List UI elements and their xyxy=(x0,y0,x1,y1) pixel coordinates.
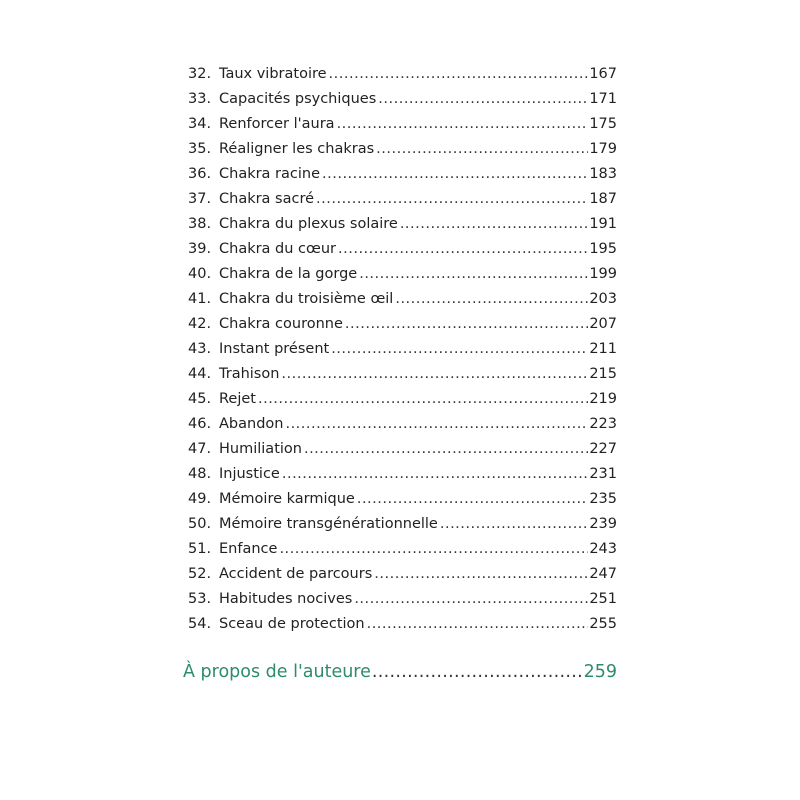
table-of-contents xyxy=(188,66,617,641)
toc-entry-number: 33. xyxy=(188,91,212,107)
toc-entry-page: 219 xyxy=(589,391,617,407)
dot-leader xyxy=(338,241,588,257)
dot-leader xyxy=(285,416,588,432)
toc-entry-page: 183 xyxy=(589,166,617,182)
toc-entry-title: À propos de l'auteure xyxy=(183,662,371,682)
dot-leader xyxy=(376,141,588,157)
toc-entry-page: 187 xyxy=(589,191,617,207)
toc-entry[interactable] xyxy=(188,416,617,441)
toc-entry-number: 50. xyxy=(188,516,212,532)
toc-entry[interactable] xyxy=(188,366,617,391)
dot-leader xyxy=(282,466,588,482)
toc-entry-title: Taux vibratoire xyxy=(219,66,327,82)
toc-entry-number: 47. xyxy=(188,441,212,457)
toc-entry[interactable] xyxy=(188,191,617,216)
toc-entry-page: 175 xyxy=(589,116,617,132)
toc-entry-title: Chakra couronne xyxy=(219,316,343,332)
toc-entry-title: Réaligner les chakras xyxy=(219,141,375,157)
toc-entry[interactable] xyxy=(188,591,617,616)
toc-entry-page: 191 xyxy=(589,216,617,232)
toc-entry[interactable] xyxy=(188,391,617,416)
dot-leader xyxy=(359,266,588,282)
toc-entry-page: 227 xyxy=(589,441,617,457)
toc-entry-title: Chakra du troisième œil xyxy=(219,291,394,307)
dot-leader xyxy=(372,662,583,682)
dot-leader xyxy=(258,391,588,407)
toc-entry-number: 38. xyxy=(188,216,212,232)
toc-entry-page: 247 xyxy=(589,566,617,582)
toc-entry-number: 46. xyxy=(188,416,212,432)
dot-leader xyxy=(367,616,589,632)
toc-entry-page: 171 xyxy=(589,91,617,107)
toc-entry-title: Enfance xyxy=(219,541,278,557)
toc-entry-title: Chakra du plexus solaire xyxy=(219,216,398,232)
toc-entry[interactable] xyxy=(188,541,617,566)
toc-entry-title: Renforcer l'aura xyxy=(219,116,335,132)
toc-entry-title: Injustice xyxy=(219,466,280,482)
toc-entry[interactable] xyxy=(188,316,617,341)
toc-entry-title: Mémoire karmique xyxy=(219,491,355,507)
toc-entry-number: 48. xyxy=(188,466,212,482)
toc-entry-title: Mémoire transgénérationnelle xyxy=(219,516,438,532)
toc-entry-number: 43. xyxy=(188,341,212,357)
toc-entry[interactable] xyxy=(188,566,617,591)
toc-entry[interactable] xyxy=(188,341,617,366)
toc-entry-title: Chakra racine xyxy=(219,166,321,182)
toc-entry-title: Abandon xyxy=(219,416,284,432)
dot-leader xyxy=(329,66,589,82)
toc-entry-number: 37. xyxy=(188,191,212,207)
dot-leader xyxy=(304,441,588,457)
toc-entry-page: 167 xyxy=(589,66,617,82)
toc-entry-number: 42. xyxy=(188,316,212,332)
toc-entry-page: 207 xyxy=(589,316,617,332)
toc-entry-number: 40. xyxy=(188,266,212,282)
toc-entry-page: 251 xyxy=(589,591,617,607)
toc-entry[interactable] xyxy=(188,491,617,516)
toc-entry-title: Rejet xyxy=(219,391,256,407)
toc-entry[interactable] xyxy=(188,516,617,541)
toc-entry-page: 243 xyxy=(589,541,617,557)
toc-entry-page: 203 xyxy=(589,291,617,307)
dot-leader xyxy=(279,541,588,557)
toc-entry-about-author[interactable] xyxy=(183,662,617,682)
toc-entry-page: 235 xyxy=(589,491,617,507)
toc-entry-title: Capacités psychiques xyxy=(219,91,377,107)
dot-leader xyxy=(354,591,588,607)
dot-leader xyxy=(316,191,588,207)
dot-leader xyxy=(337,116,589,132)
toc-entry-number: 49. xyxy=(188,491,212,507)
toc-entry[interactable] xyxy=(188,66,617,91)
toc-entry-page: 179 xyxy=(589,141,617,157)
toc-entry-page: 259 xyxy=(583,662,617,682)
toc-entry[interactable] xyxy=(188,616,617,641)
toc-entry[interactable] xyxy=(188,266,617,291)
dot-leader xyxy=(357,491,588,507)
toc-entry[interactable] xyxy=(188,141,617,166)
toc-entry-page: 215 xyxy=(589,366,617,382)
toc-entry-title: Trahison xyxy=(219,366,280,382)
toc-entry-number: 53. xyxy=(188,591,212,607)
dot-leader xyxy=(374,566,588,582)
toc-entry-number: 36. xyxy=(188,166,212,182)
toc-entry[interactable] xyxy=(188,441,617,466)
dot-leader xyxy=(440,516,588,532)
toc-entry[interactable] xyxy=(188,216,617,241)
toc-entry-title: Habitudes nocives xyxy=(219,591,353,607)
dot-leader xyxy=(322,166,588,182)
toc-entry-title: Humiliation xyxy=(219,441,302,457)
toc-entry-number: 44. xyxy=(188,366,212,382)
toc-entry-page: 211 xyxy=(589,341,617,357)
toc-entry-page: 195 xyxy=(589,241,617,257)
toc-entry-number: 35. xyxy=(188,141,212,157)
toc-entry[interactable] xyxy=(188,466,617,491)
toc-entry-number: 39. xyxy=(188,241,212,257)
toc-entry-number: 45. xyxy=(188,391,212,407)
toc-entry[interactable] xyxy=(188,116,617,141)
toc-entry-page: 239 xyxy=(589,516,617,532)
dot-leader xyxy=(395,291,588,307)
toc-entry[interactable] xyxy=(188,91,617,116)
toc-entry-page: 223 xyxy=(589,416,617,432)
toc-entry-page: 231 xyxy=(589,466,617,482)
toc-entry-number: 34. xyxy=(188,116,212,132)
dot-leader xyxy=(378,91,588,107)
toc-entry-number: 41. xyxy=(188,291,212,307)
toc-entry[interactable] xyxy=(188,166,617,191)
dot-leader xyxy=(281,366,588,382)
toc-entry-page: 199 xyxy=(589,266,617,282)
toc-entry-number: 32. xyxy=(188,66,212,82)
toc-entry-number: 51. xyxy=(188,541,212,557)
dot-leader xyxy=(400,216,588,232)
toc-entry-page: 255 xyxy=(589,616,617,632)
toc-entry-number: 54. xyxy=(188,616,212,632)
dot-leader xyxy=(345,316,588,332)
dot-leader xyxy=(331,341,588,357)
toc-entry-title: Chakra sacré xyxy=(219,191,315,207)
toc-entry[interactable] xyxy=(188,241,617,266)
toc-entry-title: Sceau de protection xyxy=(219,616,365,632)
toc-entry-title: Accident de parcours xyxy=(219,566,373,582)
toc-entry-title: Chakra du cœur xyxy=(219,241,337,257)
toc-entry-number: 52. xyxy=(188,566,212,582)
toc-entry-title: Instant présent xyxy=(219,341,330,357)
toc-entry-title: Chakra de la gorge xyxy=(219,266,358,282)
toc-entry[interactable] xyxy=(188,291,617,316)
